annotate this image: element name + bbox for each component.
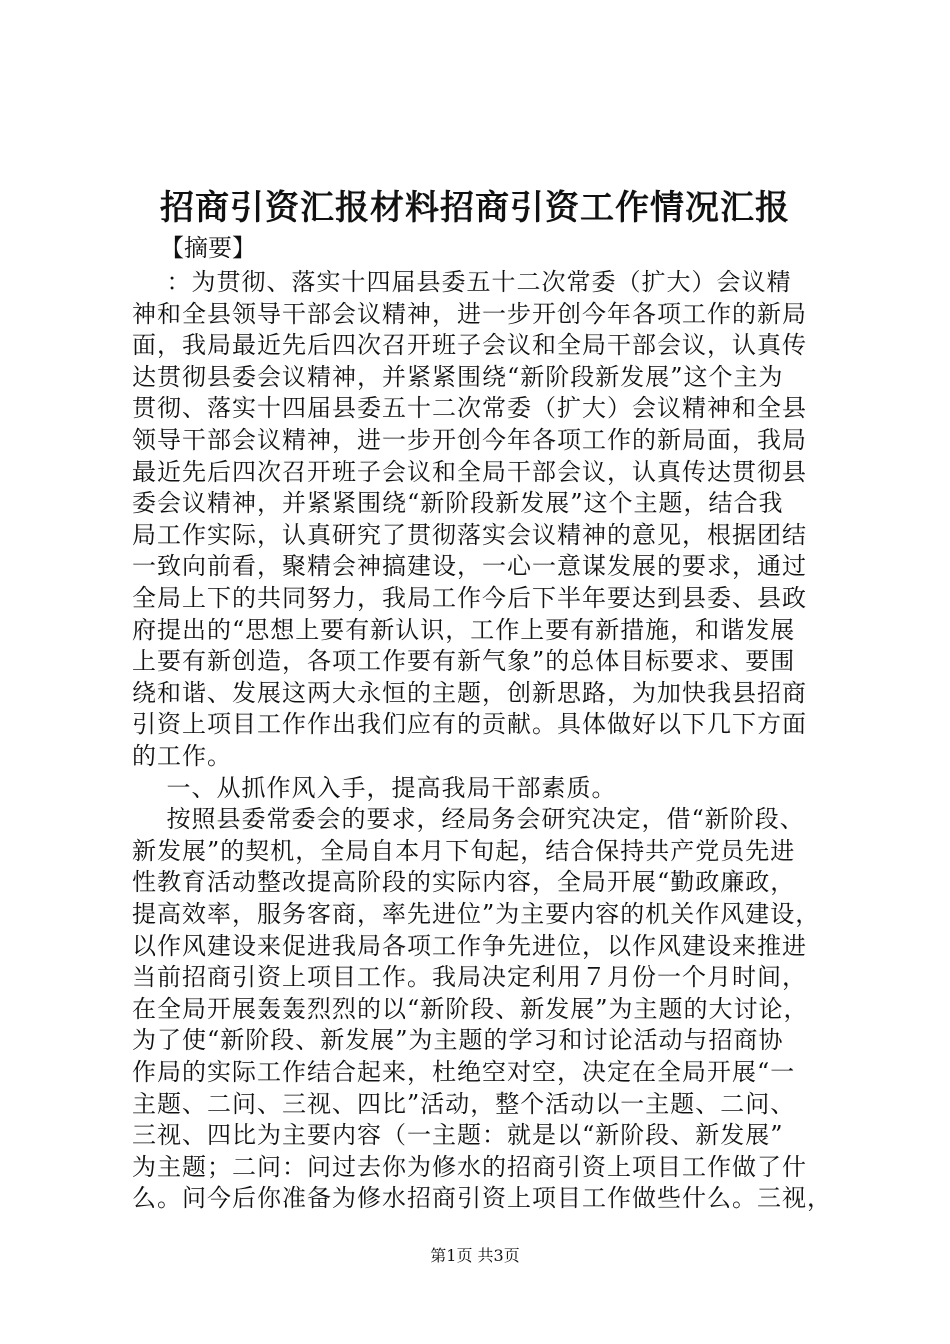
- abstract-label: 【摘要】: [160, 234, 256, 262]
- text-line: 作局的实际工作结合起来，杜绝空对空，决定在全局开展“一: [132, 1058, 796, 1086]
- text-line: 提高效率，服务客商，率先进位”为主要内容的机关作风建设，: [132, 900, 821, 928]
- text-line: 引资上项目工作作出我们应有的贡献。具体做好以下几下方面: [132, 710, 807, 739]
- text-line: 当前招商引资上项目工作。我局决定利用７月份一个月时间，: [132, 963, 807, 992]
- text-line: 委会议精神，并紧紧围绕“新阶段新发展”这个主题，结合我: [132, 489, 784, 518]
- text-line: 上要有新创造，各项工作要有新气象”的总体目标要求、要围: [132, 647, 796, 676]
- text-line: 么。问今后你准备为修水招商引资上项目工作做些什么。三视，: [132, 1184, 832, 1213]
- text-line: 神和全县领导干部会议精神，进一步开创今年各项工作的新局: [132, 299, 807, 328]
- text-line: 在全局开展轰轰烈烈的以“新阶段、新发展”为主题的大讨论，: [132, 994, 809, 1023]
- text-line: 一致向前看，聚精会神搞建设，一心一意谋发展的要求，通过: [132, 552, 807, 581]
- text-line: 府提出的“思想上要有新认识，工作上要有新措施，和谐发展: [132, 615, 796, 644]
- text-line: 为了使“新阶段、新发展”为主题的学习和讨论活动与招商协: [132, 1026, 784, 1055]
- text-line: 领导干部会议精神，进一步开创今年各项工作的新局面，我局: [132, 426, 807, 454]
- text-line: 局工作实际，认真研究了贯彻落实会议精神的意见，根据团结: [132, 520, 807, 549]
- text-line: 三视、四比为主要内容（一主题：就是以“新阶段、新发展”: [132, 1121, 784, 1150]
- text-line: 全局上下的共同努力，我局工作今后下半年要达到县委、县政: [132, 584, 807, 612]
- text-line: 主题、二问、三视、四比”活动，整个活动以一主题、二问、: [132, 1089, 796, 1118]
- document-title: 招商引资汇报材料招商引资工作情况汇报: [160, 188, 790, 228]
- text-line: 达贯彻县委会议精神，并紧紧围绕“新阶段新发展”这个主为: [132, 362, 784, 391]
- text-line: 绕和谐、发展这两大永恒的主题，创新思路，为加快我县招商: [132, 678, 807, 707]
- text-line: 新发展”的契机，全局自本月下旬起，结合保持共产党员先进: [132, 836, 796, 865]
- text-line: ：为贯彻、落实十四届县委五十二次常委（扩大）会议精: [132, 268, 792, 296]
- text-line: 为主题；二问：问过去你为修水的招商引资上项目工作做了什: [132, 1152, 807, 1181]
- text-line: 最近先后四次召开班子会议和全局干部会议，认真传达贯彻县: [132, 457, 807, 486]
- text-line: 贯彻、落实十四届县委五十二次常委（扩大）会议精神和全县: [132, 394, 807, 423]
- text-line: 以作风建设来促进我局各项工作争先进位，以作风建设来推进: [132, 931, 807, 960]
- text-line: 一、从抓作风入手，提高我局干部素质。: [132, 773, 617, 802]
- text-line: 性教育活动整改提高阶段的实际内容，全局开展“勤政廉政，: [132, 868, 796, 897]
- text-line: 按照县委常委会的要求，经局务会研究决定，借“新阶段、: [132, 805, 805, 834]
- page-footer: 第1页 共3页: [430, 1246, 520, 1265]
- text-line: 的工作。: [132, 742, 232, 770]
- text-line: 面，我局最近先后四次召开班子会议和全局干部会议，认真传: [132, 331, 807, 360]
